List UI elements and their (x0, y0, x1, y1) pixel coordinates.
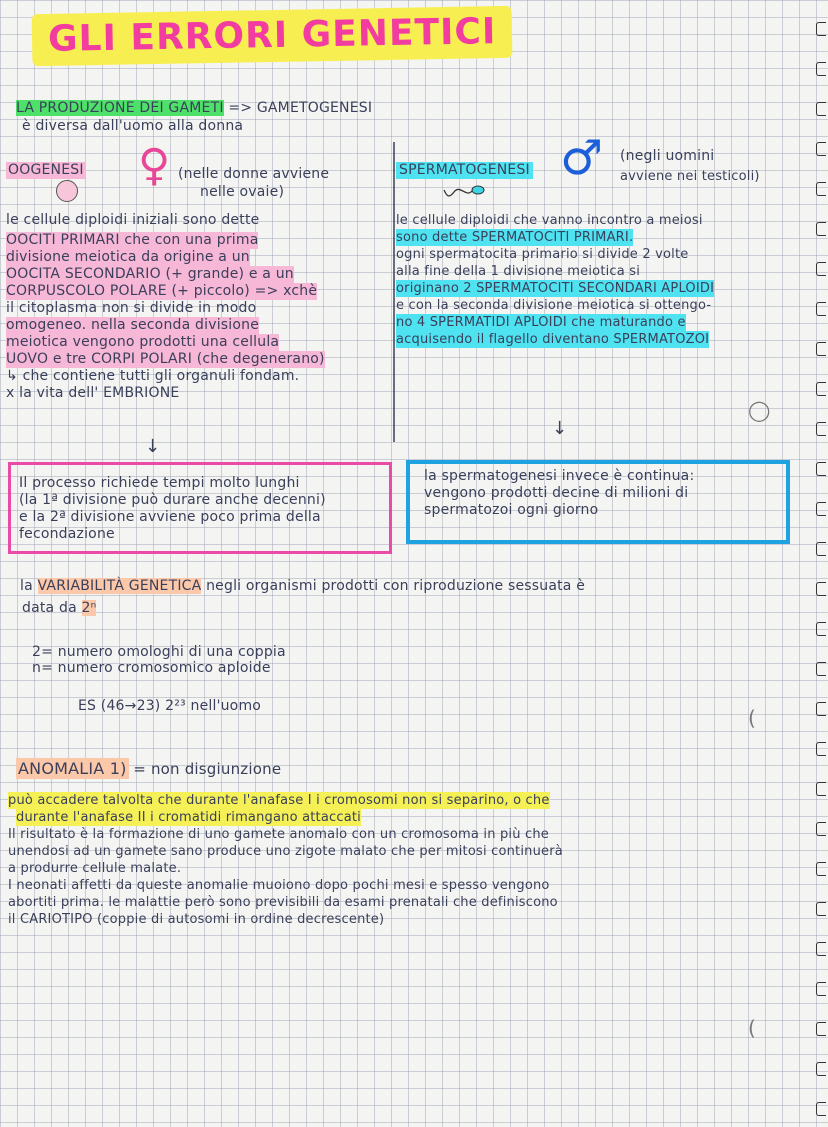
binder-tab-icon (816, 262, 826, 276)
oogenesi-line: le cellule diploidi iniziali sono dette (6, 212, 260, 228)
anomalia-label: ANOMALIA 1) (18, 759, 127, 778)
anomalia-line: abortiti prima. le malattie però sono previsibili da esami prenatali che definiscono (8, 895, 558, 910)
sperm-cell-icon (442, 180, 486, 204)
oogenesi-box-line: Il processo richiede tempi molto lunghi (19, 475, 300, 491)
oogenesi-line: il citoplasma non si divide in modo (6, 300, 257, 316)
arrow-down-icon: ↓ (552, 418, 568, 439)
spermatogenesi-box-line: spermatozoi ogni giorno (424, 502, 599, 518)
binder-tab-icon (816, 1022, 826, 1036)
binder-tab-icon (816, 462, 826, 476)
spermatogenesi-box-line: vengono prodotti decine di milioni di (424, 485, 689, 501)
binder-ring-icon: ◯ (748, 398, 771, 422)
binder-tab-icon (816, 582, 826, 596)
binder-tab-icon (816, 1102, 826, 1116)
spermatogenesi-line: sono dette SPERMATOCITI PRIMARI. (396, 230, 634, 245)
arrow-down-icon: ↓ (145, 436, 161, 457)
oogenesi-line: UOVO e tre CORPI POLARI (che degenerano) (6, 351, 325, 367)
binder-tab-icon (816, 342, 826, 356)
oogenesi-line: ↳ che contiene tutti gli organuli fondam. (6, 368, 300, 384)
binder-edge (814, 0, 828, 1127)
oogenesi-box-line: e la 2ª divisione avviene poco prima della (19, 509, 321, 525)
oogenesi-line: CORPUSCOLO POLARE (+ piccolo) => xchè (6, 283, 318, 299)
variabilita-formula: 2ⁿ (81, 600, 97, 616)
binder-tab-icon (816, 862, 826, 876)
intro-line-2: è diversa dall'uomo alla donna (22, 118, 244, 134)
binder-tab-icon (816, 662, 826, 676)
binder-tab-icon (816, 382, 826, 396)
oogenesi-line: x la vita dell' EMBRIONE (6, 385, 180, 401)
anomalia-line: unendosi ad un gamete sano produce uno zigote malato che per mitosi continuerà (8, 844, 563, 859)
binder-tab-icon (816, 102, 826, 116)
variabilita-line-2 (22, 600, 96, 617)
variabilita-line-1 (20, 578, 585, 595)
oogenesi-note-1: (nelle donne avviene (178, 166, 330, 182)
binder-ring-icon: ( (748, 1016, 756, 1040)
binder-tab-icon (816, 22, 826, 36)
oogenesi-label: OOGENESI (8, 162, 84, 178)
binder-tab-icon (816, 742, 826, 756)
spermatogenesi-summary-box (406, 460, 790, 544)
binder-tab-icon (816, 622, 826, 636)
page-title: GLI ERRORI GENETICI (32, 6, 513, 66)
binder-tab-icon (816, 822, 826, 836)
column-divider (393, 142, 395, 442)
spermatogenesi-text (396, 212, 714, 348)
intro-line-1 (16, 100, 372, 117)
anomalia-text (8, 792, 563, 928)
oogenesi-line: OOCITI PRIMARI che con una prima (6, 232, 259, 248)
binder-tab-icon (816, 302, 826, 316)
intro-gametogenesi: => GAMETOGENESI (228, 100, 373, 116)
anomalia-line: a produrre cellule malate. (8, 861, 182, 876)
anomalia-line: durante l'anafase II i cromatidi rimangano attaccati (16, 810, 361, 825)
anomalia-title: = non disgiunzione (133, 760, 282, 778)
oogenesi-summary-box (8, 462, 392, 554)
binder-tab-icon (816, 422, 826, 436)
binder-tab-icon (816, 142, 826, 156)
variabilita-highlight: VARIABILITÀ GENETICA (37, 578, 202, 594)
anomalia-heading (16, 760, 281, 779)
spermatogenesi-box-line: la spermatogenesi invece è continua: (424, 468, 695, 484)
binder-tab-icon (816, 702, 826, 716)
intro-highlight: LA PRODUZIONE DEI GAMETI (16, 100, 224, 116)
oogenesi-line: meiotica vengono prodotti una cellula (6, 334, 280, 350)
spermatogenesi-line: acquisendo il flagello diventano SPERMATOZOI (396, 332, 710, 347)
binder-tab-icon (816, 982, 826, 996)
oogenesi-line: OOCITA SECONDARIO (+ grande) e a un (6, 266, 294, 282)
spermatogenesi-line: no 4 SPERMATIDI APLOIDI che maturando e (396, 315, 686, 330)
binder-tab-icon (816, 782, 826, 796)
oogenesi-box-line: fecondazione (19, 526, 115, 542)
variabilita-post: negli organismi prodotti con riproduzione sessuata è (206, 578, 586, 594)
spermatogenesi-line: e con la seconda divisione meiotica si ottengo- (396, 298, 712, 313)
female-icon: ♀ (138, 140, 171, 191)
oogenesi-note-2: nelle ovaie) (200, 184, 285, 200)
spermatogenesi-note-1: (negli uomini (620, 148, 715, 164)
anomalia-line: I neonati affetti da queste anomalie muoiono dopo pochi mesi e spesso vengono (8, 878, 550, 893)
spermatogenesi-line: alla fine della 1 divisione meiotica si (396, 264, 641, 279)
anomalia-line: Il risultato è la formazione di uno gamete anomalo con un cromosoma in più che (8, 827, 549, 842)
binder-tab-icon (816, 182, 826, 196)
variabilita-data-da: data da (22, 600, 77, 616)
spermatogenesi-line: originano 2 SPERMATOCITI SECONDARI APLOIDI (396, 281, 715, 296)
variabilita-pre: la (20, 578, 33, 594)
oogenesi-box-line: (la 1ª divisione può durare anche decenni) (19, 492, 326, 508)
binder-tab-icon (816, 502, 826, 516)
variabilita-def-1: 2= numero omologhi di una coppia (32, 644, 286, 660)
binder-tab-icon (816, 942, 826, 956)
binder-tab-icon (816, 222, 826, 236)
binder-tab-icon (816, 542, 826, 556)
binder-ring-icon: ( (748, 706, 756, 730)
spermatogenesi-note-2: avviene nei testicoli) (620, 169, 760, 184)
oogenesi-text (6, 212, 325, 402)
egg-cell-icon (56, 180, 78, 202)
variabilita-def-2: n= numero cromosomico aploide (32, 660, 271, 676)
binder-tab-icon (816, 902, 826, 916)
binder-tab-icon (816, 1062, 826, 1076)
male-icon: ♂ (560, 130, 604, 186)
anomalia-line: il CARIOTIPO (coppie di autosomi in ordine decrescente) (8, 912, 385, 927)
binder-tab-icon (816, 62, 826, 76)
variabilita-example: ES (46→23) 2²³ nell'uomo (78, 698, 262, 714)
spermatogenesi-line: ogni spermatocita primario si divide 2 volte (396, 247, 689, 262)
anomalia-line: può accadere talvolta che durante l'anafase I i cromosomi non si separino, o che (8, 793, 550, 808)
spermatogenesi-line: le cellule diploidi che vanno incontro a meiosi (396, 213, 703, 228)
spermatogenesi-label: SPERMATOGENESI (396, 162, 533, 179)
oogenesi-line: omogeneo. nella seconda divisione (6, 317, 260, 333)
oogenesi-line: divisione meiotica da origine a un (6, 249, 250, 265)
